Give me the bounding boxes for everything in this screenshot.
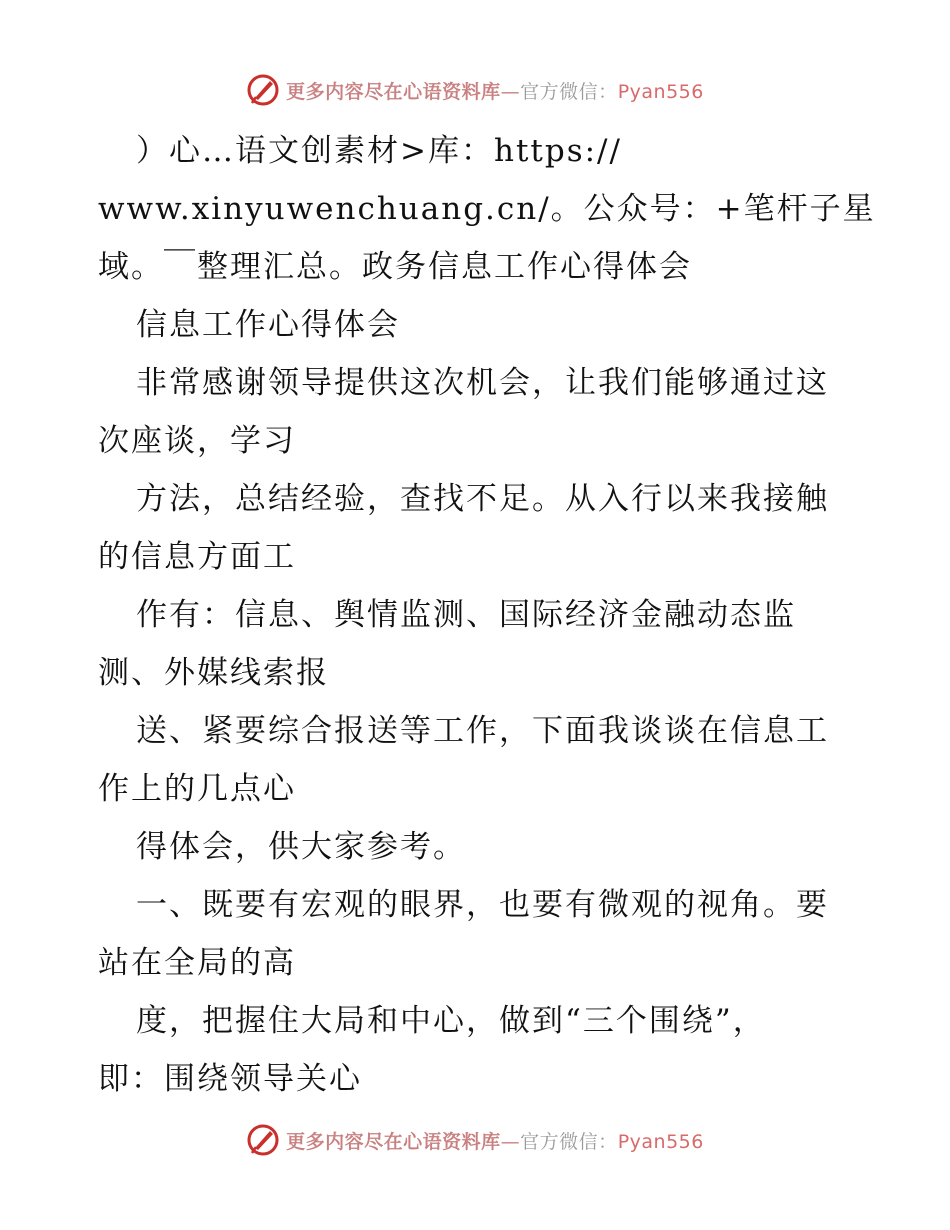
banner-dash: — bbox=[500, 1130, 521, 1153]
text-line: 方法，总结经验，查找不足。从入行以来我接触 bbox=[136, 481, 829, 517]
banner-wechat-id: Pyan556 bbox=[617, 80, 704, 103]
text-line: 的信息方面工 bbox=[98, 539, 296, 575]
text-line: 得体会，供大家参考。 bbox=[136, 829, 466, 865]
text-line: www.xinyuwenchuang.cn/。公众号：+笔杆子星 bbox=[98, 191, 876, 227]
document-body bbox=[98, 122, 876, 1108]
text-line: 一、既要有宏观的眼界，也要有微观的视角。要 bbox=[136, 887, 829, 923]
quill-logo-icon bbox=[246, 1123, 280, 1157]
banner-text bbox=[286, 1127, 704, 1154]
text-line: 次座谈，学习 bbox=[98, 423, 296, 459]
text-line: 送、紧要综合报送等工作，下面我谈谈在信息工 bbox=[136, 713, 829, 749]
banner-wechat-label: 官方微信： bbox=[520, 80, 618, 103]
banner-wechat-id: Pyan556 bbox=[617, 1130, 704, 1153]
text-line: ）心…语文创素材>库：https:// bbox=[136, 133, 622, 169]
text-line: 测、外媒线索报 bbox=[98, 655, 329, 691]
text-line: 作有：信息、舆情监测、国际经济金融动态监 bbox=[136, 597, 796, 633]
banner-text bbox=[286, 77, 704, 104]
quill-logo-icon bbox=[246, 73, 280, 107]
banner-dash: — bbox=[500, 80, 521, 103]
footer-banner bbox=[0, 1120, 950, 1160]
text-line: 站在全局的高 bbox=[98, 945, 296, 981]
text-line: 域。￣整理汇总。政务信息工作心得体会 bbox=[98, 249, 692, 285]
banner-main: 更多内容尽在心语资料库 bbox=[286, 80, 501, 103]
text-line: 非常感谢领导提供这次机会，让我们能够通过这 bbox=[136, 365, 829, 401]
text-line: 作上的几点心 bbox=[98, 771, 296, 807]
banner-wechat-label: 官方微信： bbox=[520, 1130, 618, 1153]
text-line: 度，把握住大局和中心，做到“三个围绕”， bbox=[136, 1003, 766, 1039]
header-banner bbox=[0, 70, 950, 110]
banner-main: 更多内容尽在心语资料库 bbox=[286, 1130, 501, 1153]
text-line: 即：围绕领导关心 bbox=[98, 1061, 362, 1097]
text-line: 信息工作心得体会 bbox=[136, 307, 400, 343]
